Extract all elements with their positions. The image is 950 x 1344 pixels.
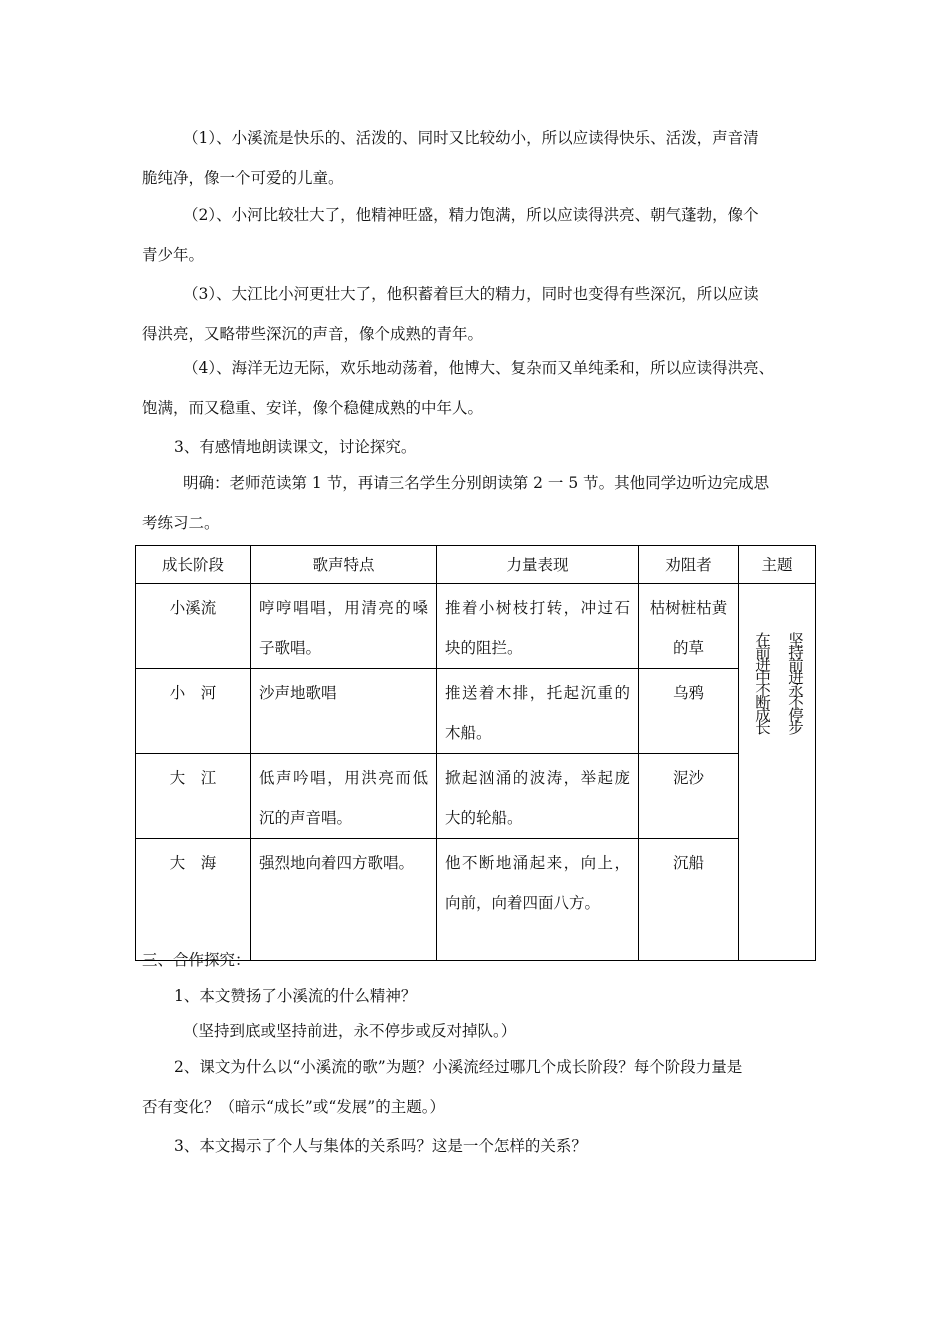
clarify-line-1: 明确：老师范读第 1 节，再请三名学生分别朗读第 2 一 5 节。其他同学边听边完成思 xyxy=(183,474,770,492)
blocker-cell: 枯树桩枯黄的草 xyxy=(639,584,739,669)
paragraph-3-line-1: （3）、大江比小河更壮大了，他积蓄着巨大的精力，同时也变得有些深沉，所以应读 xyxy=(183,285,759,303)
table-row xyxy=(136,584,816,669)
growth-stage-table xyxy=(135,545,816,961)
blocker-cell: 泥沙 xyxy=(639,754,739,839)
theme-text-right: 坚持前进永不停步 xyxy=(786,632,804,732)
stage-cell: 小溪流 xyxy=(136,584,251,669)
song-cell: 沙声地歌唱 xyxy=(251,669,437,754)
table-row xyxy=(136,839,816,961)
paragraph-1-line-2: 脆纯净，像一个可爱的儿童。 xyxy=(142,169,344,187)
song-cell: 哼哼唱唱，用清亮的嗓子歌唱。 xyxy=(251,584,437,669)
stage-cell: 小 河 xyxy=(136,669,251,754)
header-stage: 成长阶段 xyxy=(136,546,251,584)
power-cell: 掀起汹涌的波涛，举起庞大的轮船。 xyxy=(437,754,639,839)
blocker-cell: 沉船 xyxy=(639,839,739,961)
stage-cell: 大 海 xyxy=(136,839,251,961)
paragraph-2-line-2: 青少年。 xyxy=(142,246,205,264)
song-cell: 低声吟唱，用洪亮而低沉的声音唱。 xyxy=(251,754,437,839)
power-cell: 推送着木排，托起沉重的木船。 xyxy=(437,669,639,754)
step-3-heading: 3、有感情地朗读课文，讨论探究。 xyxy=(174,438,417,456)
header-power: 力量表现 xyxy=(437,546,639,584)
question-2-line-1: 2、课文为什么以“小溪流的歌”为题？小溪流经过哪几个成长阶段？每个阶段力量是 xyxy=(174,1058,743,1076)
question-3: 3、本文揭示了个人与集体的关系吗？这是一个怎样的关系？ xyxy=(174,1137,587,1155)
section-3-heading: 三、合作探究： xyxy=(142,951,251,969)
stage-cell: 大 江 xyxy=(136,754,251,839)
power-cell: 推着小树枝打转，冲过石块的阻拦。 xyxy=(437,584,639,669)
paragraph-1-line-1: （1）、小溪流是快乐的、活泼的、同时又比较幼小，所以应读得快乐、活泼，声音清 xyxy=(183,129,759,147)
question-1: 1、本文赞扬了小溪流的什么精神？ xyxy=(174,987,417,1005)
header-song: 歌声特点 xyxy=(251,546,437,584)
question-2-line-2: 否有变化？（暗示“成长”或“发展”的主题。） xyxy=(142,1098,445,1116)
header-blocker: 劝阻者 xyxy=(639,546,739,584)
song-cell: 强烈地向着四方歌唱。 xyxy=(251,839,437,961)
power-cell: 他不断地涌起来，向上，向前，向着四面八方。 xyxy=(437,839,639,961)
table-header-row xyxy=(136,546,816,584)
paragraph-4-line-1: （4）、海洋无边无际，欢乐地动荡着，他博大、复杂而又单纯柔和，所以应读得洪亮、 xyxy=(183,359,775,377)
header-theme: 主题 xyxy=(739,546,816,584)
table-row xyxy=(136,669,816,754)
theme-text-left: 在前进中不断成长 xyxy=(753,632,771,732)
paragraph-2-line-1: （2）、小河比较壮大了，他精神旺盛，精力饱满，所以应读得洪亮、朝气蓬勃，像个 xyxy=(183,206,759,224)
theme-cell xyxy=(739,584,816,961)
paragraph-3-line-2: 得洪亮，又略带些深沉的声音，像个成熟的青年。 xyxy=(142,325,484,343)
clarify-line-2: 考练习二。 xyxy=(142,514,220,532)
table-row xyxy=(136,754,816,839)
answer-1: （坚持到底或坚持前进，永不停步或反对掉队。） xyxy=(183,1022,517,1040)
blocker-cell: 乌鸦 xyxy=(639,669,739,754)
paragraph-4-line-2: 饱满，而又稳重、安详，像个稳健成熟的中年人。 xyxy=(142,399,484,417)
